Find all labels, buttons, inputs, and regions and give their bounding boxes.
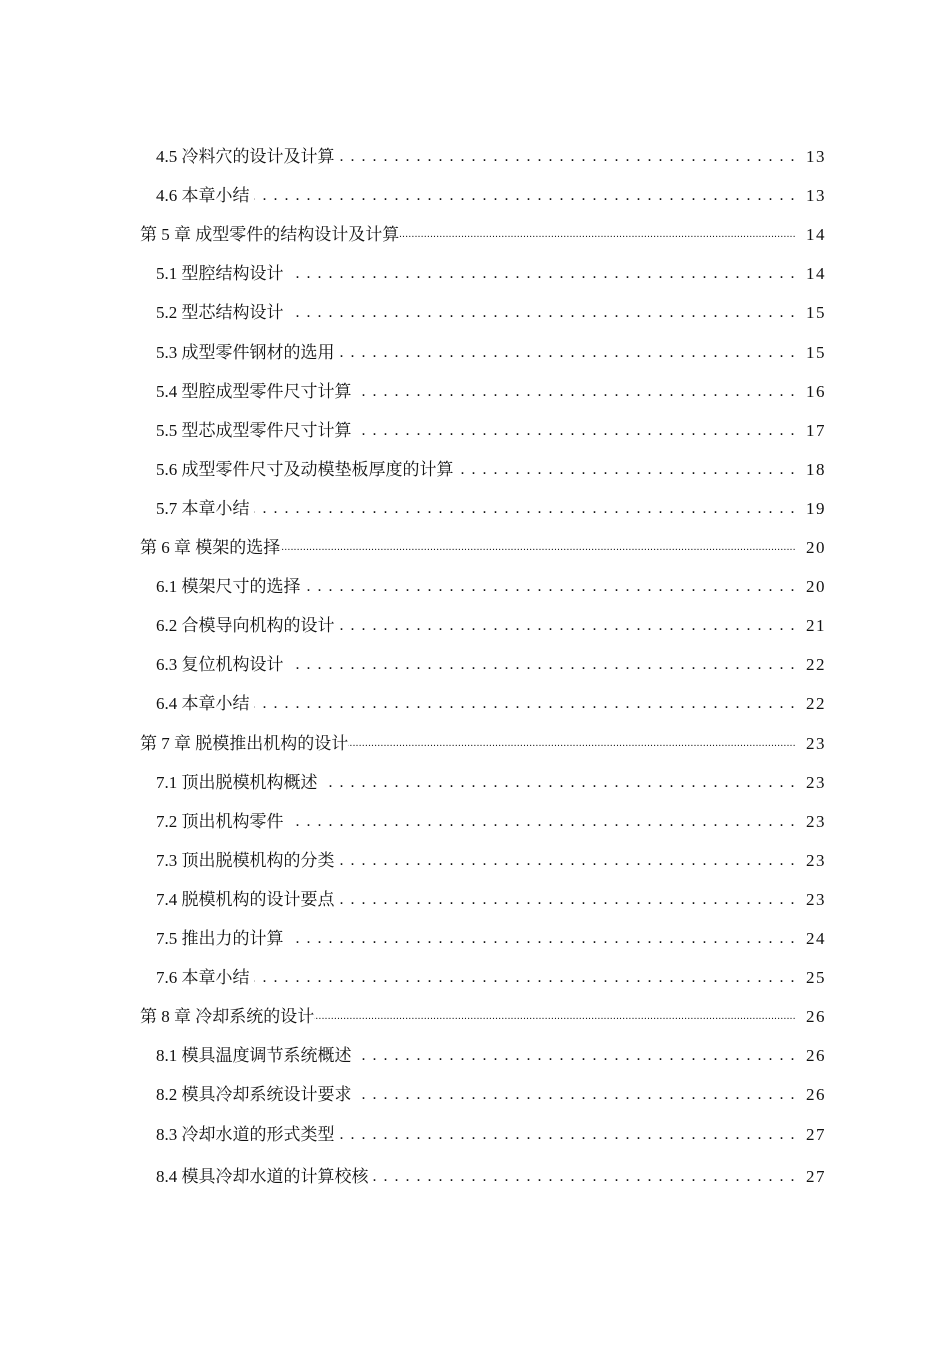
- toc-entry-page-number: 16: [806, 382, 826, 401]
- toc-entry-label: 6.2 合模导向机构的设计: [156, 616, 335, 635]
- toc-entry-page-number: 21: [806, 616, 826, 635]
- toc-entry-label: 第 7 章 脱模推出机构的设计: [140, 734, 349, 753]
- toc-entry-label: 5.5 型芯成型零件尺寸计算: [156, 421, 352, 440]
- toc-chapter-entry[interactable]: [0, 727, 950, 755]
- toc-section-entry[interactable]: [0, 492, 950, 520]
- toc-entry-page-number: 14: [806, 264, 826, 283]
- dot-leader: [254, 967, 797, 989]
- dot-leader: [356, 381, 797, 403]
- dot-leader: [356, 1084, 797, 1106]
- toc-entry-label: 5.3 成型零件钢材的选用: [156, 343, 335, 362]
- dot-leader: [305, 576, 797, 598]
- toc-entry-page-number: 15: [806, 303, 826, 322]
- toc-section-entry[interactable]: [0, 766, 950, 794]
- toc-entry-page-number: 27: [806, 1125, 826, 1144]
- toc-entry-page-number: 18: [806, 460, 826, 479]
- dot-leader: [348, 733, 796, 755]
- toc-entry-page-number: 27: [806, 1167, 826, 1186]
- dot-leader: [356, 1045, 797, 1067]
- toc-entry-label: 7.4 脱模机构的设计要点: [156, 890, 335, 909]
- dot-leader: [280, 537, 796, 559]
- dot-leader: [458, 459, 797, 481]
- toc-section-entry[interactable]: [0, 883, 950, 911]
- toc-entry-page-number: 23: [806, 812, 826, 831]
- toc-entry-page-number: 20: [806, 538, 826, 557]
- toc-entry-label: 5.6 成型零件尺寸及动模垫板厚度的计算: [156, 460, 454, 479]
- toc-entry-label: 5.7 本章小结: [156, 499, 250, 518]
- dot-leader: [339, 342, 797, 364]
- toc-entry-label: 8.1 模具温度调节系统概述: [156, 1046, 352, 1065]
- toc-entry-label: 7.5 推出力的计算: [156, 929, 284, 948]
- toc-section-entry[interactable]: [0, 687, 950, 715]
- toc-chapter-entry[interactable]: [0, 1000, 950, 1028]
- toc-entry-label: 第 8 章 冷却系统的设计: [140, 1007, 315, 1026]
- toc-entry-page-number: 23: [806, 851, 826, 870]
- toc-entry-page-number: 26: [806, 1046, 826, 1065]
- toc-entry-label: 第 6 章 模架的选择: [140, 538, 281, 557]
- toc-entry-label: 7.3 顶出脱模机构的分类: [156, 851, 335, 870]
- toc-section-entry[interactable]: [0, 844, 950, 872]
- toc-section-entry[interactable]: [0, 453, 950, 481]
- toc-section-entry[interactable]: [0, 140, 950, 168]
- toc-entry-label: 6.1 模架尺寸的选择: [156, 577, 301, 596]
- toc-entry-label: 5.1 型腔结构设计: [156, 264, 284, 283]
- toc-entry-page-number: 19: [806, 499, 826, 518]
- toc-section-entry[interactable]: [0, 1118, 950, 1146]
- toc-entry-page-number: 23: [806, 734, 826, 753]
- dot-leader: [288, 654, 797, 676]
- toc-section-entry[interactable]: [0, 609, 950, 637]
- toc-entry-label: 8.4 模具冷却水道的计算校核: [156, 1167, 369, 1186]
- toc-entry-page-number: 14: [806, 225, 826, 244]
- toc-section-entry[interactable]: [0, 1078, 950, 1106]
- dot-leader: [399, 224, 796, 246]
- dot-leader: [254, 498, 797, 520]
- dot-leader: [288, 302, 797, 324]
- dot-leader: [288, 928, 797, 950]
- toc-section-entry[interactable]: [0, 922, 950, 950]
- dot-leader: [339, 1124, 797, 1146]
- toc-section-entry[interactable]: [0, 570, 950, 598]
- toc-entry-label: 5.2 型芯结构设计: [156, 303, 284, 322]
- dot-leader: [373, 1166, 797, 1188]
- toc-section-entry[interactable]: [0, 296, 950, 324]
- toc-entry-page-number: 15: [806, 343, 826, 362]
- toc-entry-page-number: 20: [806, 577, 826, 596]
- toc-entry-label: 4.6 本章小结: [156, 186, 250, 205]
- toc-section-entry[interactable]: [0, 805, 950, 833]
- dot-leader: [339, 615, 797, 637]
- toc-entry-page-number: 17: [806, 421, 826, 440]
- toc-entry-page-number: 24: [806, 929, 826, 948]
- toc-entry-page-number: 22: [806, 655, 826, 674]
- toc-section-entry[interactable]: [0, 414, 950, 442]
- dot-leader: [288, 811, 797, 833]
- dot-leader: [356, 420, 797, 442]
- toc-entry-label: 7.6 本章小结: [156, 968, 250, 987]
- toc-entry-label: 6.4 本章小结: [156, 694, 250, 713]
- dot-leader: [339, 889, 797, 911]
- dot-leader: [254, 693, 797, 715]
- toc-entry-page-number: 13: [806, 186, 826, 205]
- toc-section-entry[interactable]: [0, 961, 950, 989]
- dot-leader: [339, 850, 797, 872]
- toc-section-entry[interactable]: [0, 1160, 950, 1188]
- toc-entry-page-number: 23: [806, 890, 826, 909]
- toc-entry-page-number: 25: [806, 968, 826, 987]
- toc-section-entry[interactable]: [0, 648, 950, 676]
- toc-entry-label: 5.4 型腔成型零件尺寸计算: [156, 382, 352, 401]
- dot-leader: [339, 146, 797, 168]
- toc-entry-label: 第 5 章 成型零件的结构设计及计算: [140, 225, 400, 244]
- toc-entry-label: 7.1 顶出脱模机构概述: [156, 773, 318, 792]
- toc-section-entry[interactable]: [0, 1039, 950, 1067]
- toc-section-entry[interactable]: [0, 375, 950, 403]
- toc-entry-page-number: 23: [806, 773, 826, 792]
- toc-section-entry[interactable]: [0, 257, 950, 285]
- dot-leader: [288, 263, 797, 285]
- dot-leader: [254, 185, 797, 207]
- toc-entry-label: 8.3 冷却水道的形式类型: [156, 1125, 335, 1144]
- toc-entry-page-number: 22: [806, 694, 826, 713]
- toc-entry-label: 4.5 冷料穴的设计及计算: [156, 147, 335, 166]
- toc-chapter-entry[interactable]: [0, 531, 950, 559]
- toc-entry-label: 7.2 顶出机构零件: [156, 812, 284, 831]
- toc-entry-page-number: 26: [806, 1007, 826, 1026]
- toc-entry-label: 8.2 模具冷却系统设计要求: [156, 1085, 352, 1104]
- toc-section-entry[interactable]: [0, 336, 950, 364]
- toc-entry-label: 6.3 复位机构设计: [156, 655, 284, 674]
- toc-entry-page-number: 13: [806, 147, 826, 166]
- dot-leader: [322, 772, 797, 794]
- toc-entry-page-number: 26: [806, 1085, 826, 1104]
- toc-section-entry[interactable]: [0, 179, 950, 207]
- dot-leader: [314, 1006, 796, 1028]
- toc-chapter-entry[interactable]: [0, 218, 950, 246]
